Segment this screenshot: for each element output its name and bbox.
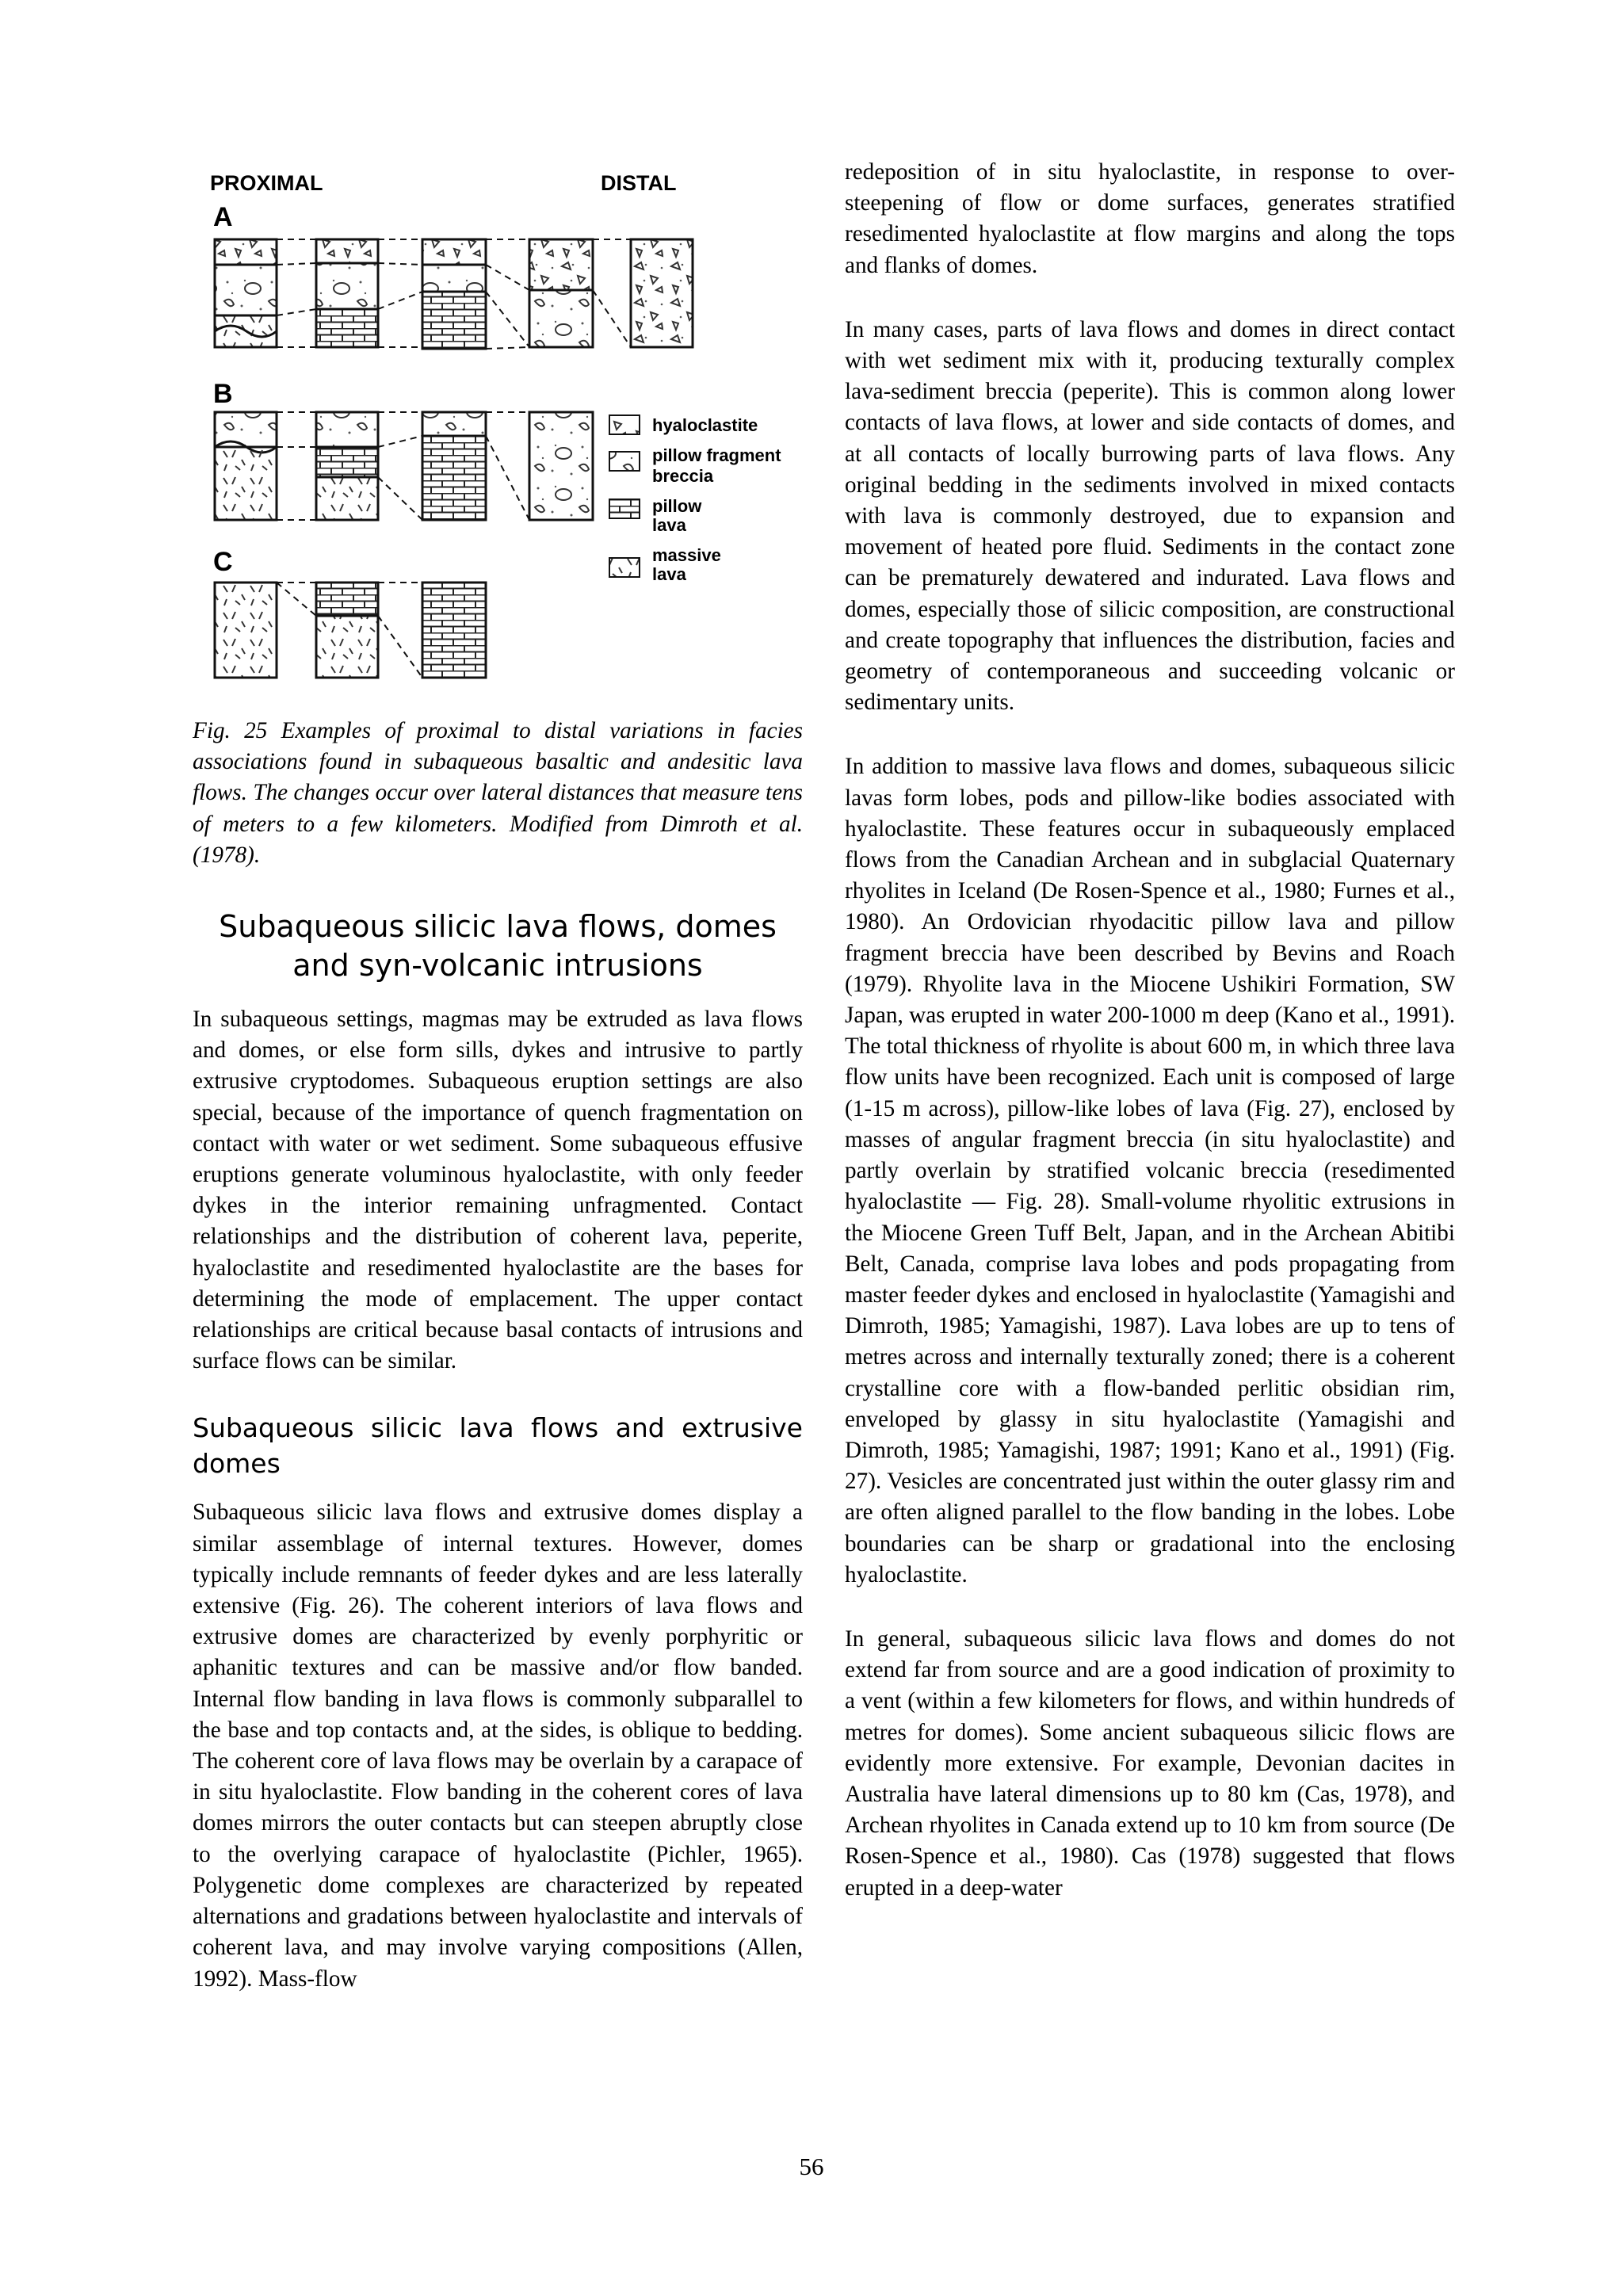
facies-diagram — [193, 151, 803, 686]
figure-label-distal: DISTAL — [601, 171, 677, 195]
figure-row-a-label: A — [213, 202, 233, 232]
figure-25 — [193, 151, 803, 686]
left-paragraph-1: In subaqueous settings, magmas may be extruded as lava flows and domes, or else form sills, dykes and intrusive to partly extrusive cryptodomes. Subaqueous eruption settings are also special, because of the importance of quench fragmentation on contact with water or wet sediment. Some subaqueous effusive eruptions generate voluminous hyaloclastite, with only feeder dykes in the interior remaining unfragmented. Contact relationships and the distribution of coherent lava, peperite, hyaloclastite and resedimented hyaloclastite are the bases for determining the mode of emplacement. The upper contact relationships are critical because basal contacts of intrusions and surface flows can be similar. — [193, 1007, 803, 1374]
section-heading: Subaqueous silicic lava flows, domes and syn-volcanic intrusions — [219, 909, 777, 984]
figure-row-c-label: C — [213, 547, 233, 577]
legend-pillow-lava-line1: pillow — [652, 496, 702, 516]
row-c-columns — [215, 583, 486, 678]
figure-legend — [609, 415, 781, 584]
legend-massive-lava-line1: massive — [652, 545, 721, 565]
right-paragraph-3: In addition to massive lava flows and domes, subaqueous silicic lavas form lobes, pods and pillow-like bodies associated with hyaloclastite. These features occur in subaqueously emplaced flows from the Canadian Archean and in subglacial Quaternary rhyolites in Iceland (De Rosen-Spence et al., 1980; Furnes et al., 1980). An Ordovician rhyodacitic pillow lava and pillow fragment breccia have been described by Bevins and Roach (1979). Rhyolite lava in the Miocene Ushikiri Formation, SW Japan, was erupted in water 200-1000 m deep (Kano et al., 1991). The total thickness of rhyolite is about 600 m, in which three lava flow units have been recognized. Each unit is composed of large (1-15 m across), pillow-like lobes of lava (Fig. 27), enclosed by masses of angular fragment breccia (in situ hyaloclastite) and partly overlain by stratified volcanic breccia (resedimented hyaloclastite — Fig. 28). Small-volume rhyolitic extrusions in the Miocene Green Tuff Belt, Japan, and in the Archean Abitibi Belt, Canada, comprise lava lobes and pods propagating from master feeder dykes and enclosed in hyaloclastite (Yamagishi and Dimroth, 1985; Yamagishi, 1987). Lava lobes are up to tens of metres across and internally texturally zoned; there is a coherent crystalline core with a flow-banded perlitic obsidian rim, enveloped by glassy in situ hyaloclastite (Yamagishi and Dimroth, 1985; Yamagishi, 1987; 1991; Kano et al., 1991) (Fig. 27). Vesicles are concentrated just within the outer glassy rim and are often aligned parallel to the flow banding in the lobes. Lobe boundaries can be sharp or gradational into the enclosing hyaloclastite. — [845, 754, 1455, 1587]
right-paragraph-2: In many cases, parts of lava flows and domes in direct contact with wet sediment mix with it, producing texturally complex lava-sediment breccia (peperite). This is common along lower contacts of lava flows, at lower and side contacts of domes, and at all contacts of locally burrowing parts of lava flows. Any original bedding in the sediments involved in mixed contacts with lava is commonly destroyed, due to expansion and movement of heated pore fluid. Sediments in the contact zone can be prematurely dewatered and indurated. Lava flows and domes, especially those of silicic composition, are constructional and create topography that influences the distribution, facies and geometry of contemporaneous and succeeding volcanic or sedimentary units. — [845, 316, 1455, 716]
figure-row-b-label: B — [213, 379, 233, 409]
figure-caption: Fig. 25 Examples of proximal to distal variations in facies associations found in subaqueous basaltic and andesitic lava flows. The changes occur over lateral distances that measure tens of meters to a few kilometers. Modified from Dimroth et al. (1978). — [193, 718, 803, 868]
legend-hyaloclastite: hyaloclastite — [652, 415, 758, 435]
subsection-heading: Subaqueous silicic lava flows and extrusive domes — [193, 1412, 803, 1480]
right-column — [845, 157, 1455, 1904]
page-number: 56 — [799, 2153, 824, 2180]
row-a-columns — [215, 239, 693, 349]
right-paragraph-1: redeposition of in situ hyaloclastite, in response to over-steepening of flow or dome surfaces, generates stratified resedimented hyaloclastite at flow margins and along the tops and flanks of domes. — [845, 159, 1455, 278]
legend-pillow-fragment-line2: breccia — [652, 466, 714, 486]
row-b-columns — [215, 412, 593, 520]
legend-pillow-fragment-line1: pillow fragment — [652, 445, 781, 465]
left-column — [193, 151, 803, 1995]
legend-massive-lava-line2: lava — [652, 564, 686, 584]
right-paragraph-4: In general, subaqueous silicic lava flows and domes do not extend far from source and are a good indication of proximity to a vent (within a few kilometers for flows, and within hundreds of metres for domes). Some ancient subaqueous silicic flows are evidently more extensive. For example, Devonian dacites in Australia have lateral dimensions up to 80 km (Cas, 1978), and Archean rhyolites in Canada extend up to 10 km from source (De Rosen-Spence et al., 1980). Cas (1978) suggested that flows erupted in a deep-water — [845, 1626, 1455, 1901]
figure-label-proximal: PROXIMAL — [210, 171, 323, 195]
legend-pillow-lava-line2: lava — [652, 515, 686, 535]
left-paragraph-2: Subaqueous silicic lava flows and extrusive domes display a similar assemblage of internal textures. However, domes typically include remnants of feeder dykes and are less laterally extensive (Fig. 26). The coherent interiors of lava flows and extrusive domes are characterized by evenly porphyritic or aphanitic textures and can be massive and/or flow banded. Internal flow banding in lava flows is commonly subparallel to the base and top contacts and, at the sides, is oblique to bedding. The coherent core of lava flows may be overlain by a carapace of in situ hyaloclastite. Flow banding in the coherent cores of lava domes mirrors the outer contacts but can steepen abruptly close to the overlying carapace of hyaloclastite (Pichler, 1965). Polygenetic dome complexes are characterized by repeated alternations and gradations between hyaloclastite and intervals of coherent lava, and may involve varying compositions (Allen, 1992). Mass-flow — [193, 1499, 803, 1992]
